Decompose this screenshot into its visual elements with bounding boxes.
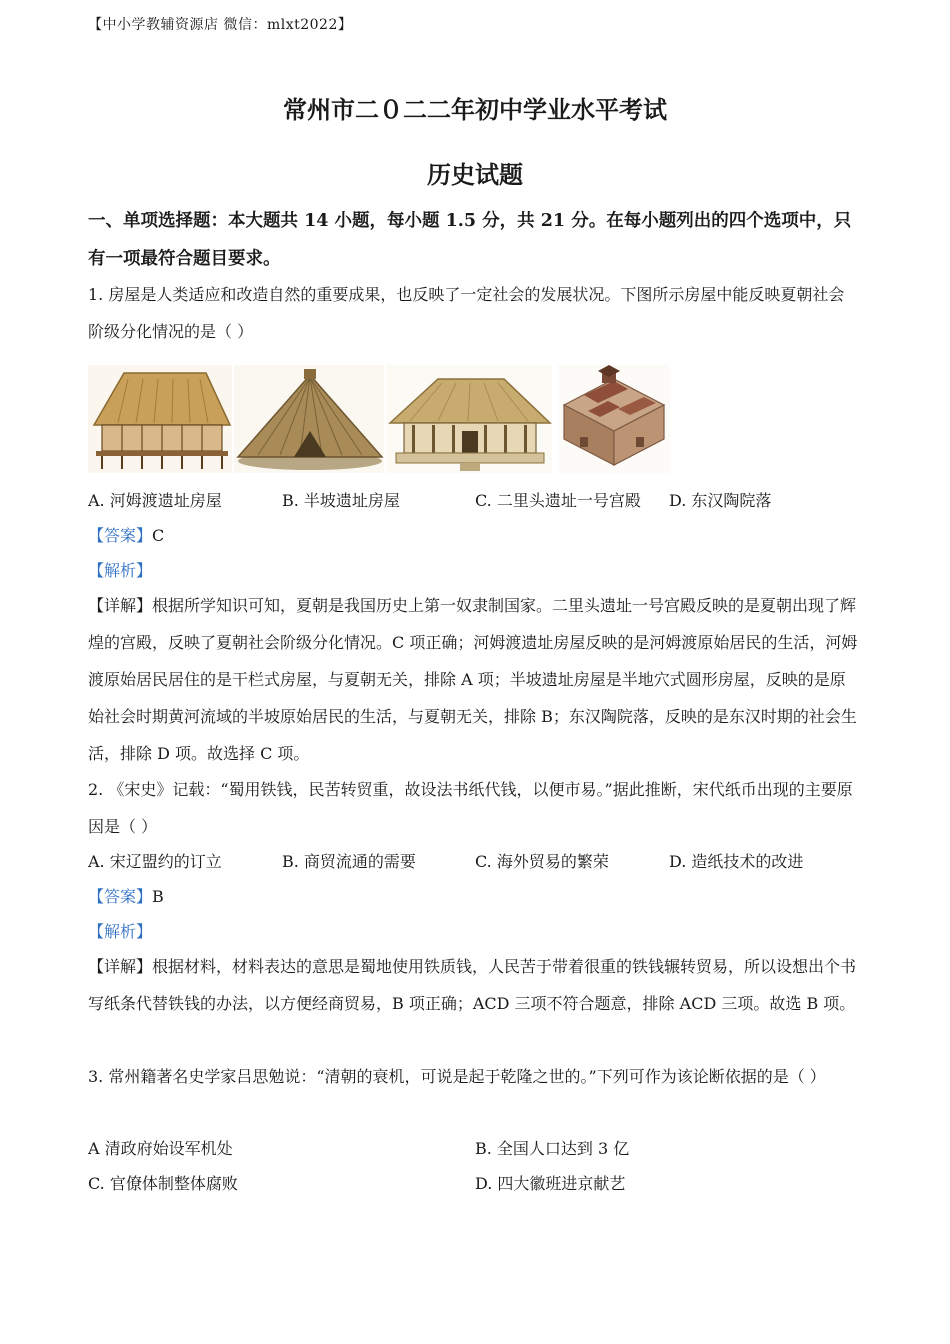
q2-answer <box>88 882 164 912</box>
q3-option-d: D. 四大徽班进京献艺 <box>475 1174 626 1193</box>
section-heading: 一、单项选择题：本大题共 14 小题，每小题 1.5 分，共 21 分。在每小题列出的四个选项中，只有一项最符合题目要求。 <box>88 211 852 269</box>
answer-label: 【答案】 <box>88 887 153 906</box>
erlitou-palace-image <box>386 365 552 473</box>
exam-title: 常州市二０二二年初中学业水平考试 <box>283 95 667 124</box>
q2-options <box>88 847 860 877</box>
q3-options-row2 <box>88 1169 860 1199</box>
q1-option-a: A. 河姆渡遗址房屋 <box>88 491 222 510</box>
q1-option-b: B. 半坡遗址房屋 <box>282 491 400 510</box>
q1-answer <box>88 521 164 551</box>
answer-label: 【答案】 <box>88 526 153 545</box>
q2-answer-value: B <box>152 887 164 906</box>
exam-subtitle: 历史试题 <box>427 160 523 189</box>
q1-house-images <box>88 365 670 475</box>
detail-label: 【详解】 <box>88 596 153 615</box>
q1-options <box>88 486 860 516</box>
q1-analysis-label: 【解析】 <box>88 561 153 580</box>
q2-option-c: C. 海外贸易的繁荣 <box>475 852 609 871</box>
q3-options-row1 <box>88 1134 860 1164</box>
q1-answer-value: C <box>152 526 165 545</box>
q3-stem: 3. 常州籍著名史学家吕思勉说：“清朝的衰机，可说是起于乾隆之世的。”下列可作为该论断依据的是（ ） <box>88 1067 826 1086</box>
q2-detail-text: 根据材料，材料表达的意思是蜀地使用铁质钱，人民苦于带着很重的铁钱辗转贸易，所以设想出个书写纸条代替铁钱的办法，以方便经商贸易，B 项正确；ACD 三项不符合题意，排除 ACD 三项。故选 B 项。 <box>88 957 857 1013</box>
q2-analysis-label: 【解析】 <box>88 922 153 941</box>
q1-option-c: C. 二里头遗址一号宫殿 <box>475 491 641 510</box>
q2-stem: 2. 《宋史》记载：“蜀用铁钱，民苦转贸重，故设法书纸代钱，以便市易。”据此推断，宋代纸币出现的主要原因是（ ） <box>88 780 853 836</box>
q2-option-d: D. 造纸技术的改进 <box>669 852 804 871</box>
han-pottery-courtyard-image <box>558 365 670 473</box>
q3-option-a: A 清政府始设军机处 <box>88 1139 233 1158</box>
q2-detail <box>88 948 860 1022</box>
q1-detail-text: 根据所学知识可知，夏朝是我国历史上第一奴隶制国家。二里头遗址一号宫殿反映的是夏朝出现了辉煌的宫殿，反映了夏朝社会阶级分化情况。C 项正确；河姆渡遗址房屋反映的是河姆渡原始居民的生活，河姆渡原始居民居住的是干栏式房屋，与夏朝无关，排除 A 项；半坡遗址房屋是半地穴式圆形房屋，反映的是原始社会时期黄河流域的半坡原始居民的生活，与夏朝无关，排除 B；东汉陶院落，反映的是东汉时期的社会生活，排除 D 项。故选择 C 项。 <box>88 596 858 763</box>
hemudu-house-image <box>88 365 232 473</box>
q2-option-a: A. 宋辽盟约的订立 <box>88 852 222 871</box>
q2-option-b: B. 商贸流通的需要 <box>282 852 416 871</box>
q3-option-c: C. 官僚体制整体腐败 <box>88 1174 238 1193</box>
q1-detail <box>88 587 860 772</box>
banpo-house-image <box>234 365 384 473</box>
detail-label: 【详解】 <box>88 957 153 976</box>
q3-option-b: B. 全国人口达到 3 亿 <box>475 1139 630 1158</box>
q1-stem: 1. 房屋是人类适应和改造自然的重要成果，也反映了一定社会的发展状况。下图所示房屋中能反映夏朝社会阶级分化情况的是（ ） <box>88 285 845 341</box>
header-note: 【中小学教辅资源店 微信：mlxt2022】 <box>88 17 353 33</box>
q1-option-d: D. 东汉陶院落 <box>669 491 772 510</box>
